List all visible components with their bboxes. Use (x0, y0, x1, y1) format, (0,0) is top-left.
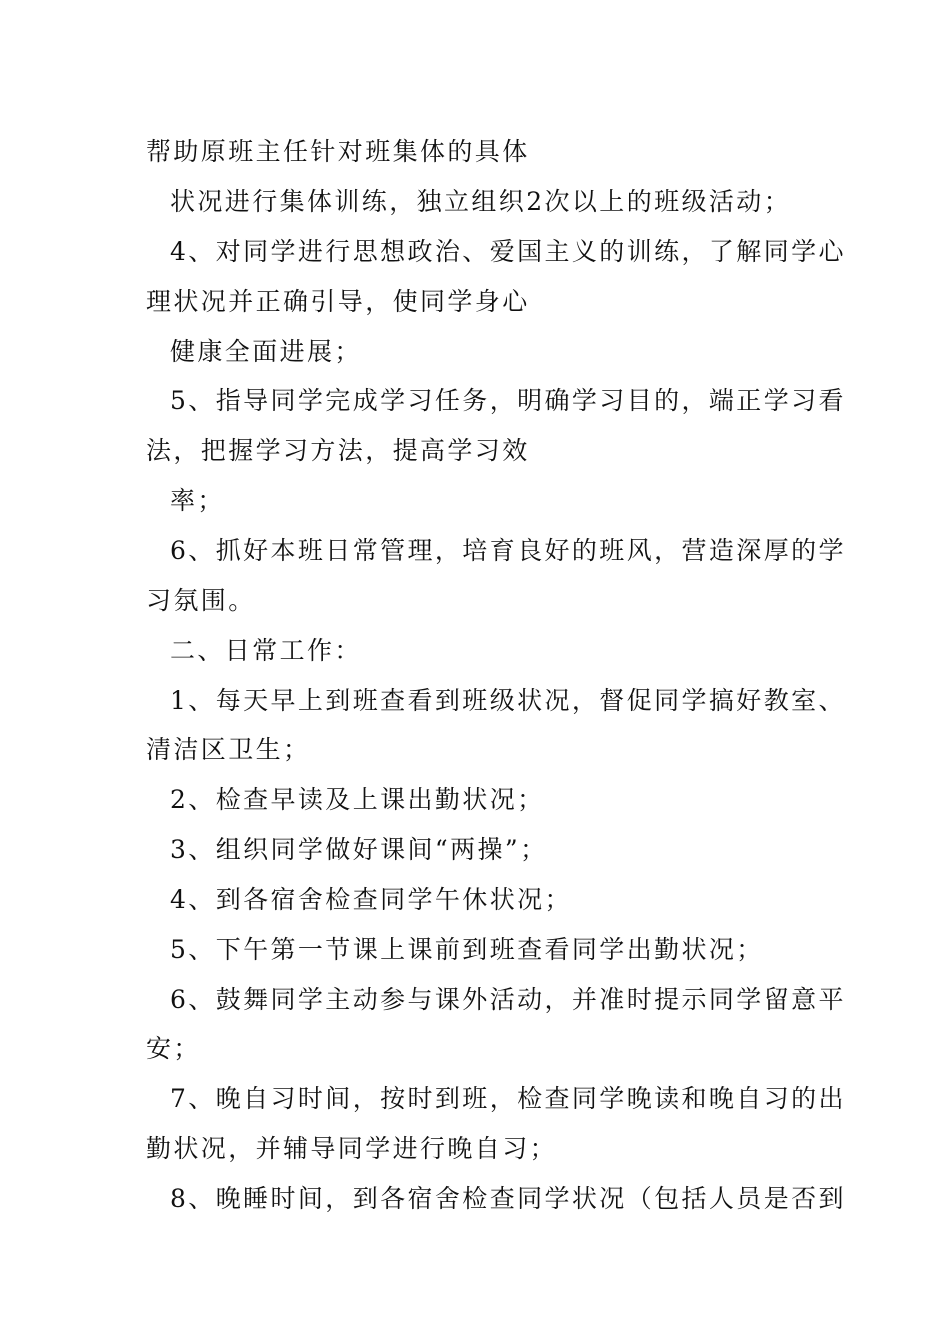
text-line: 清洁区卫生； (146, 735, 311, 764)
text-line: 帮助原班主任针对班集体的具体 (146, 137, 530, 166)
text-line: 安； (146, 1034, 201, 1063)
text-line: 5、下午第一节课上课前到班查看同学出勤状况； (170, 935, 764, 964)
text-line: 习氛围。 (146, 586, 256, 615)
text-line: 率； (170, 486, 225, 515)
text-line: 理状况并正确引导，使同学身心 (146, 287, 530, 316)
text-line: 1、每天早上到班查看到班级状况，督促同学搞好教室、 (170, 686, 846, 715)
text-line: 勤状况，并辅导同学进行晚自习； (146, 1134, 558, 1163)
text-line: 4、到各宿舍检查同学午休状况； (170, 885, 572, 914)
text-line: 法，把握学习方法，提高学习效 (146, 436, 530, 465)
text-line: 8、晚睡时间，到各宿舍检查同学状况（包括人员是否到 (170, 1184, 846, 1213)
text-line: 健康全面进展； (170, 337, 362, 366)
section-heading: 二、日常工作： (170, 636, 362, 665)
text-line: 6、抓好本班日常管理，培育良好的班风，营造深厚的学 (170, 536, 846, 565)
text-line: 2、检查早读及上课出勤状况； (170, 785, 545, 814)
text-line: 3、组织同学做好课间“两操”； (170, 835, 548, 864)
text-line: 4、对同学进行思想政治、爱国主义的训练，了解同学心 (170, 237, 846, 266)
text-line: 5、指导同学完成学习任务，明确学习目的，端正学习看 (170, 386, 846, 415)
text-line: 7、晚自习时间，按时到班，检查同学晚读和晚自习的出 (170, 1084, 846, 1113)
text-line: 状况进行集体训练，独立组织2次以上的班级活动； (170, 187, 792, 216)
text-line: 6、鼓舞同学主动参与课外活动，并准时提示同学留意平 (170, 985, 846, 1014)
